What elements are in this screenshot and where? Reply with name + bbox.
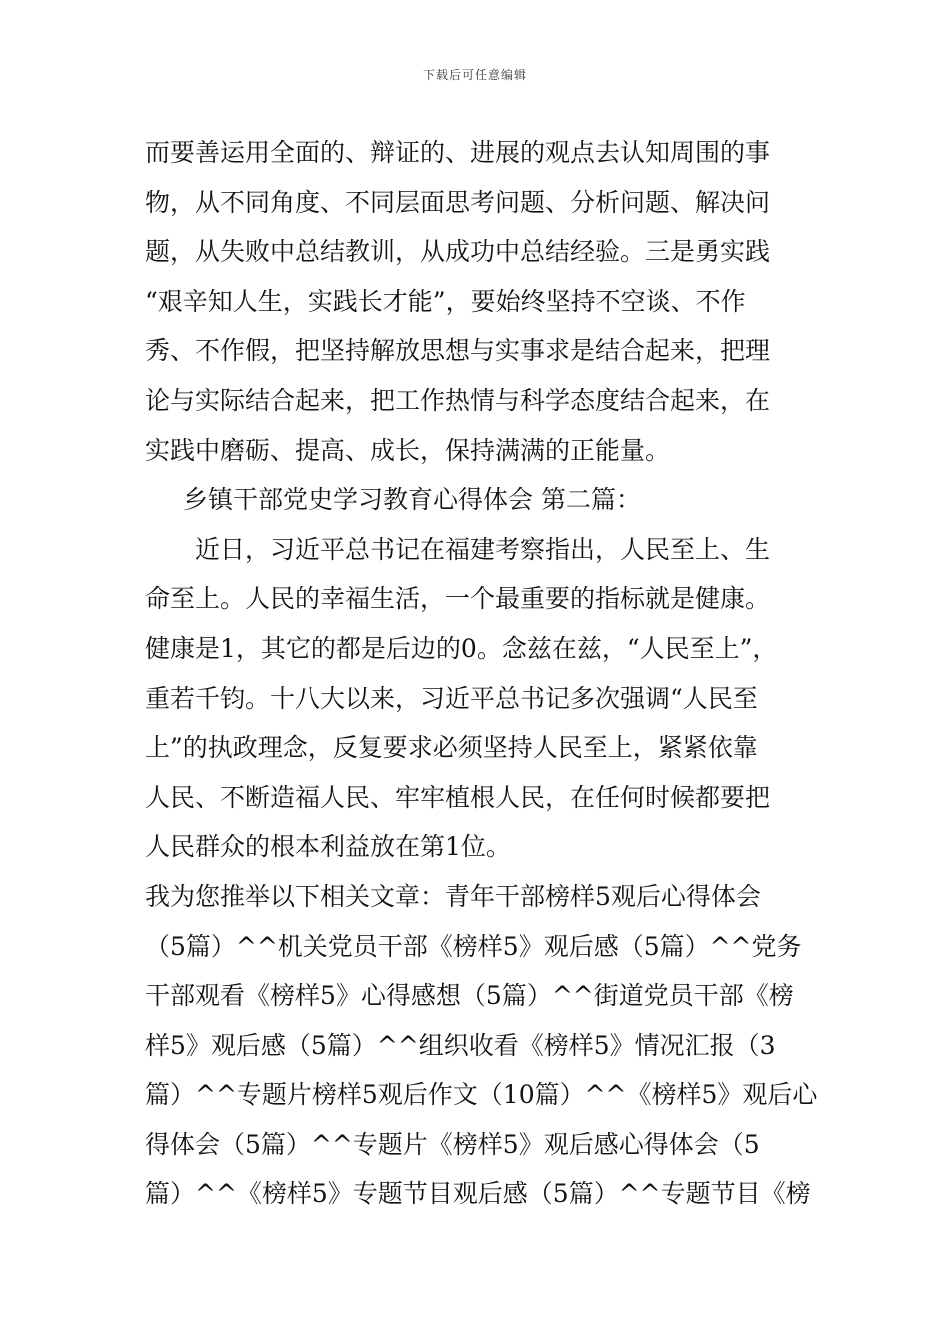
text-line: 近日，习近平总书记在福建考察指出，人民至上、生 (195, 534, 771, 564)
text-line: 上”的执政理念，反复要求必须坚持人民至上，紧紧依靠 (145, 733, 758, 763)
recommendation-line: 篇）^^专题片榜样5观后作文（10篇）^^《榜样5》观后心 (145, 1080, 818, 1110)
recommendation-line: 我为您推举以下相关文章：青年干部榜样5观后心得体会 (145, 881, 761, 911)
text-line: 重若千钧。十八大以来，习近平总书记多次强调“人民至 (145, 683, 758, 713)
text-line: 健康是1，其它的都是后边的0。念兹在兹，“人民至上”， (145, 633, 778, 663)
body-text (145, 128, 820, 1219)
text-line: 论与实际结合起来，把工作热情与科学态度结合起来，在 (145, 385, 771, 415)
recommendation-line: 得体会（5篇）^^专题片《榜样5》观后感心得体会（5 (145, 1129, 760, 1159)
text-line: 而要善运用全面的、辩证的、进展的观点去认知周围的事 (145, 138, 771, 167)
text-line: 人民、不断造福人民、牢牢植根人民，在任何时候都要把 (145, 782, 771, 812)
text-line: 物，从不同角度、不同层面思考问题、分析问题、解决问 (145, 187, 771, 217)
text-line: “艰辛知人生，实践长才能”，要始终坚持不空谈、不作 (145, 286, 746, 316)
section-heading: 乡镇干部党史学习教育心得体会 第二篇： (183, 485, 641, 515)
page-header: 下载后可任意编辑 (422, 68, 527, 82)
text-line: 题，从失败中总结教训，从成功中总结经验。三是勇实践 (145, 237, 771, 267)
text-line: 实践中磨砺、提高、成长，保持满满的正能量。 (145, 435, 671, 465)
text-line: 秀、不作假，把坚持解放思想与实事求是结合起来，把理 (145, 336, 771, 366)
recommendation-line: 篇）^^《榜样5》专题节目观后感（5篇）^^专题节目《榜 (145, 1179, 811, 1209)
recommendation-line: （5篇）^^机关党员干部《榜样5》观后感（5篇）^^党务 (145, 931, 802, 961)
recommendation-line: 干部观看《榜样5》心得感想（5篇）^^街道党员干部《榜 (145, 981, 794, 1011)
text-line: 人民群众的根本利益放在第1位。 (145, 832, 511, 862)
recommendation-line: 样5》观后感（5篇）^^组织收看《榜样5》情况汇报（3 (145, 1030, 776, 1060)
text-line: 命至上。人民的幸福生活，一个最重要的指标就是健康。 (145, 584, 771, 614)
